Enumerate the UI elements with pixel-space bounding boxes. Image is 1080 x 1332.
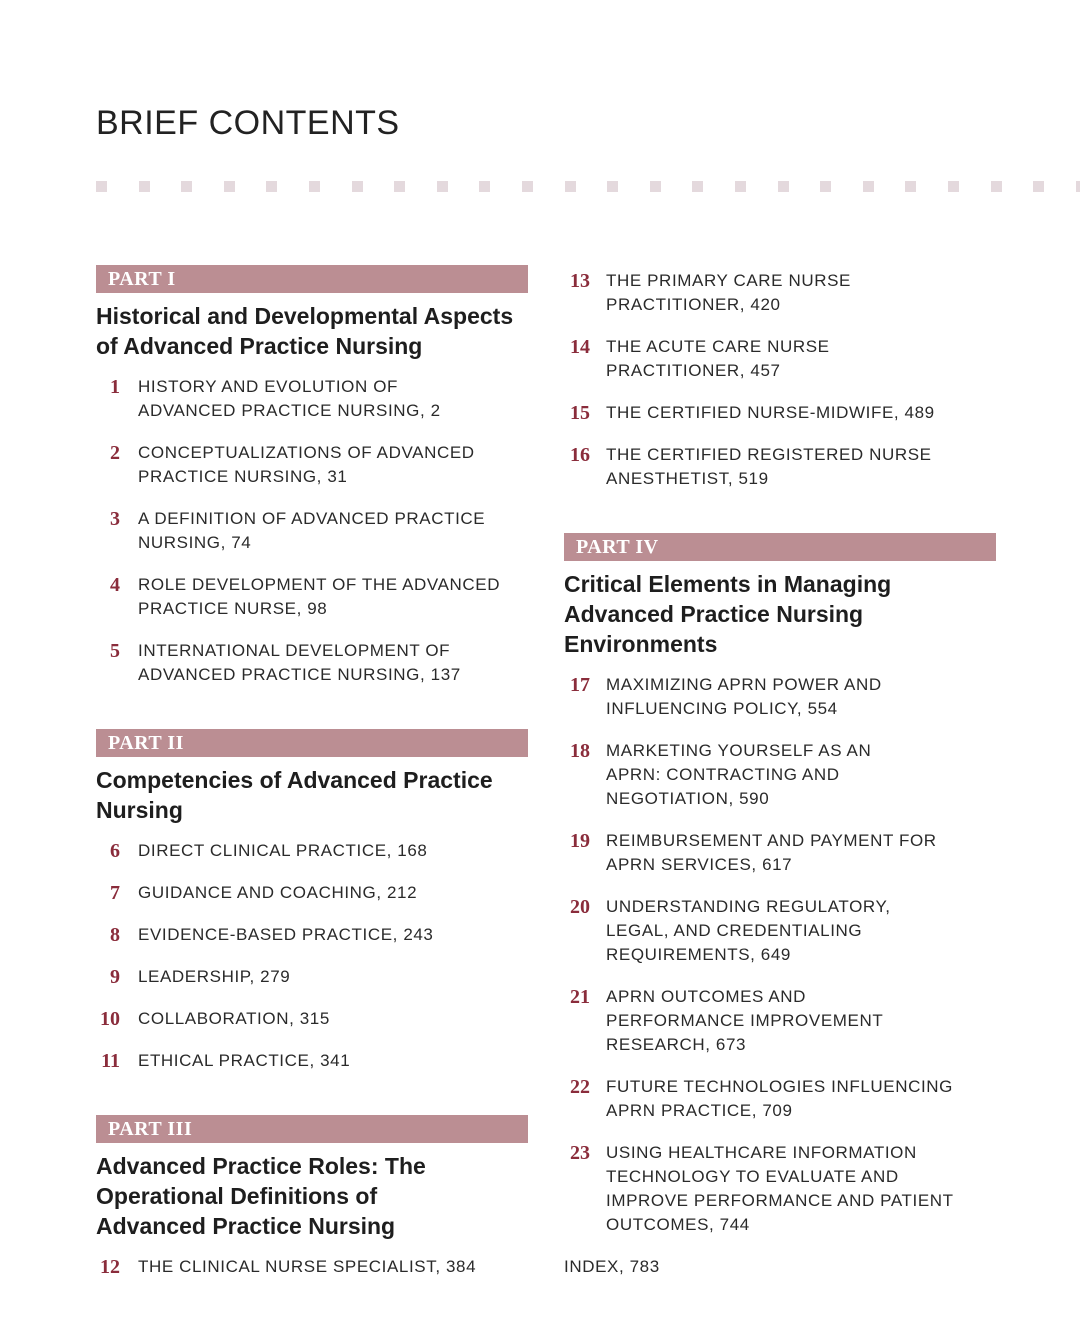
divider-dot [735,181,746,192]
chapter-title-line: FUTURE TECHNOLOGIES INFLUENCING [606,1077,953,1096]
part-title [96,1151,528,1241]
divider-dots [96,181,1080,193]
part-section [564,533,996,1237]
chapter-entry[interactable] [564,673,996,721]
part-section [96,1115,528,1279]
chapter-title-line: NEGOTIATION, 590 [606,789,770,808]
part-title-line: Advanced Practice Nursing [96,1213,396,1239]
chapter-title [606,895,891,967]
chapter-number: 16 [570,444,590,466]
divider-dot [266,181,277,192]
chapter-title-line: EVIDENCE-BASED PRACTICE, 243 [138,925,434,944]
divider-dot [820,181,831,192]
divider-dot [607,181,618,192]
right-column [564,265,996,1279]
part-section [96,265,528,687]
chapter-number: 22 [570,1076,590,1098]
chapter-title [138,965,290,989]
chapter-title-line: PERFORMANCE IMPROVEMENT [606,1011,884,1030]
chapter-entry[interactable] [96,923,528,947]
chapter-title [606,401,935,425]
chapter-title [138,375,441,423]
chapter-number: 14 [570,336,590,358]
chapter-title [606,739,871,811]
divider-dot [479,181,490,192]
chapter-entry[interactable] [96,507,528,555]
chapter-title-line: COLLABORATION, 315 [138,1009,330,1028]
chapter-number: 19 [570,830,590,852]
chapter-number: 1 [110,376,120,398]
chapter-title-line: PRACTICE NURSE, 98 [138,599,328,618]
chapter-entry[interactable] [96,1049,528,1073]
chapter-title-line: PRACTITIONER, 457 [606,361,781,380]
chapter-title [606,269,851,317]
part-title-line: Nursing [96,797,183,823]
chapter-number: 18 [570,740,590,762]
divider-dot [778,181,789,192]
chapter-number: 15 [570,402,590,424]
part-title-line: Advanced Practice Roles: The [96,1153,426,1179]
chapter-number: 12 [100,1256,120,1278]
part-title-line: Competencies of Advanced Practice [96,767,493,793]
part-title-line: Advanced Practice Nursing [564,601,864,627]
chapter-title-line: LEGAL, AND CREDENTIALING [606,921,863,940]
chapter-entry[interactable] [96,441,528,489]
chapter-title-line: THE CERTIFIED NURSE-MIDWIFE, 489 [606,403,935,422]
divider-dot [565,181,576,192]
chapter-title-line: ADVANCED PRACTICE NURSING, 137 [138,665,461,684]
chapter-entry[interactable] [564,443,996,491]
chapter-title-line: THE ACUTE CARE NURSE [606,337,830,356]
chapter-title-line: DIRECT CLINICAL PRACTICE, 168 [138,841,428,860]
chapter-entry[interactable] [96,639,528,687]
chapter-title [606,1075,953,1123]
chapter-entry[interactable] [564,985,996,1057]
part-title-line: Operational Definitions of [96,1183,378,1209]
part-label: PART I [96,265,528,293]
chapter-number: 13 [570,270,590,292]
chapter-title-line: GUIDANCE AND COACHING, 212 [138,883,418,902]
divider-dot [1076,181,1080,192]
chapter-entry[interactable] [564,1075,996,1123]
divider-dot [692,181,703,192]
divider-dot [309,181,320,192]
divider-dot [905,181,916,192]
chapter-title [138,881,417,905]
chapter-title-line: THE PRIMARY CARE NURSE [606,271,851,290]
chapter-title-line: APRN SERVICES, 617 [606,855,793,874]
chapter-entry[interactable] [564,829,996,877]
chapter-title-line: ADVANCED PRACTICE NURSING, 2 [138,401,441,420]
part-title-line: Critical Elements in Managing [564,571,892,597]
chapter-title [606,985,883,1057]
divider-dot [522,181,533,192]
chapter-entry[interactable] [96,375,528,423]
chapter-number: 4 [110,574,120,596]
chapter-title [138,1049,350,1073]
divider-dot [863,181,874,192]
divider-dot [181,181,192,192]
divider-dot [96,181,107,192]
chapter-number: 6 [110,840,120,862]
chapter-title-line: INFLUENCING POLICY, 554 [606,699,838,718]
chapter-title-line: REIMBURSEMENT AND PAYMENT FOR [606,831,937,850]
divider-dot [224,181,235,192]
divider-dot [139,181,150,192]
chapter-number: 10 [100,1008,120,1030]
chapter-title-line: PRACTICE NURSING, 31 [138,467,348,486]
chapter-list [564,673,996,1237]
part-title-line: Environments [564,631,718,657]
index-entry[interactable]: INDEX, 783 [564,1257,660,1276]
chapter-title-line: UNDERSTANDING REGULATORY, [606,897,891,916]
divider-dot [437,181,448,192]
chapter-title [138,1007,330,1031]
chapter-title [138,1255,476,1279]
chapter-number: 7 [110,882,120,904]
chapter-title-line: NURSING, 74 [138,533,252,552]
chapter-entry[interactable] [564,401,996,425]
chapter-entry[interactable] [96,573,528,621]
part-label: PART IV [564,533,996,561]
chapter-title-line: LEADERSHIP, 279 [138,967,291,986]
chapter-entry[interactable] [96,881,528,905]
chapter-number: 5 [110,640,120,662]
chapter-number: 8 [110,924,120,946]
chapter-number: 23 [570,1142,590,1164]
chapter-list [96,375,528,687]
part-section [96,729,528,1073]
divider-dot [394,181,405,192]
part-title-line: of Advanced Practice Nursing [96,333,423,359]
divider-dot [948,181,959,192]
part-title [96,301,528,361]
part-title [96,765,528,825]
divider-dot [1033,181,1044,192]
chapter-title-line: INTERNATIONAL DEVELOPMENT OF [138,641,451,660]
part-label: PART II [96,729,528,757]
chapter-number: 2 [110,442,120,464]
chapter-list [96,1255,528,1279]
chapter-entry[interactable] [96,965,528,989]
chapter-title-line: APRN OUTCOMES AND [606,987,807,1006]
chapter-title-line: OUTCOMES, 744 [606,1215,750,1234]
chapter-title [138,923,434,947]
chapter-entry[interactable] [96,1255,528,1279]
chapter-list [96,839,528,1073]
chapter-number: 9 [110,966,120,988]
chapter-title-line: ETHICAL PRACTICE, 341 [138,1051,351,1070]
divider-dot [991,181,1002,192]
chapter-list [564,269,996,491]
chapter-title [138,441,475,489]
chapter-number: 17 [570,674,590,696]
chapter-title-line: MARKETING YOURSELF AS AN [606,741,872,760]
page-title: BRIEF CONTENTS [96,104,400,142]
chapter-title-line: THE CERTIFIED REGISTERED NURSE [606,445,932,464]
chapter-title-line: RESEARCH, 673 [606,1035,747,1054]
divider-dot [352,181,363,192]
chapter-title [606,1141,954,1237]
chapter-title-line: APRN PRACTICE, 709 [606,1101,793,1120]
chapter-entry[interactable] [96,839,528,863]
part-title-line: Historical and Developmental Aspects [96,303,514,329]
chapter-title-line: PRACTITIONER, 420 [606,295,781,314]
chapter-title [138,507,485,555]
chapter-title [138,839,427,863]
chapter-title-line: ANESTHETIST, 519 [606,469,769,488]
chapter-number: 21 [570,986,590,1008]
chapter-number: 11 [101,1050,120,1072]
chapter-title [606,829,937,877]
chapter-title [606,443,932,491]
chapter-title-line: TECHNOLOGY TO EVALUATE AND [606,1167,899,1186]
chapter-title-line: MAXIMIZING APRN POWER AND [606,675,882,694]
chapter-title [606,335,830,383]
chapter-title [138,573,500,621]
part-label: PART III [96,1115,528,1143]
chapter-title-line: IMPROVE PERFORMANCE AND PATIENT [606,1191,954,1210]
divider-dot [650,181,661,192]
chapter-entry[interactable] [564,335,996,383]
chapter-entry[interactable] [564,739,996,811]
chapter-title-line: USING HEALTHCARE INFORMATION [606,1143,917,1162]
chapter-number: 20 [570,896,590,918]
chapter-title-line: A DEFINITION OF ADVANCED PRACTICE [138,509,486,528]
left-column [96,265,528,1279]
chapter-title-line: REQUIREMENTS, 649 [606,945,791,964]
chapter-title-line: THE CLINICAL NURSE SPECIALIST, 384 [138,1257,477,1276]
chapter-title [138,639,461,687]
chapter-title [606,673,882,721]
part-title [564,569,996,659]
chapter-title-line: HISTORY AND EVOLUTION OF [138,377,399,396]
chapter-number: 3 [110,508,120,530]
chapter-entry[interactable] [564,1141,996,1237]
chapter-entry[interactable] [564,895,996,967]
chapter-entry[interactable] [96,1007,528,1031]
chapter-title-line: ROLE DEVELOPMENT OF THE ADVANCED [138,575,501,594]
chapter-entry[interactable] [564,269,996,317]
chapter-title-line: CONCEPTUALIZATIONS OF ADVANCED [138,443,475,462]
chapter-title-line: APRN: CONTRACTING AND [606,765,840,784]
